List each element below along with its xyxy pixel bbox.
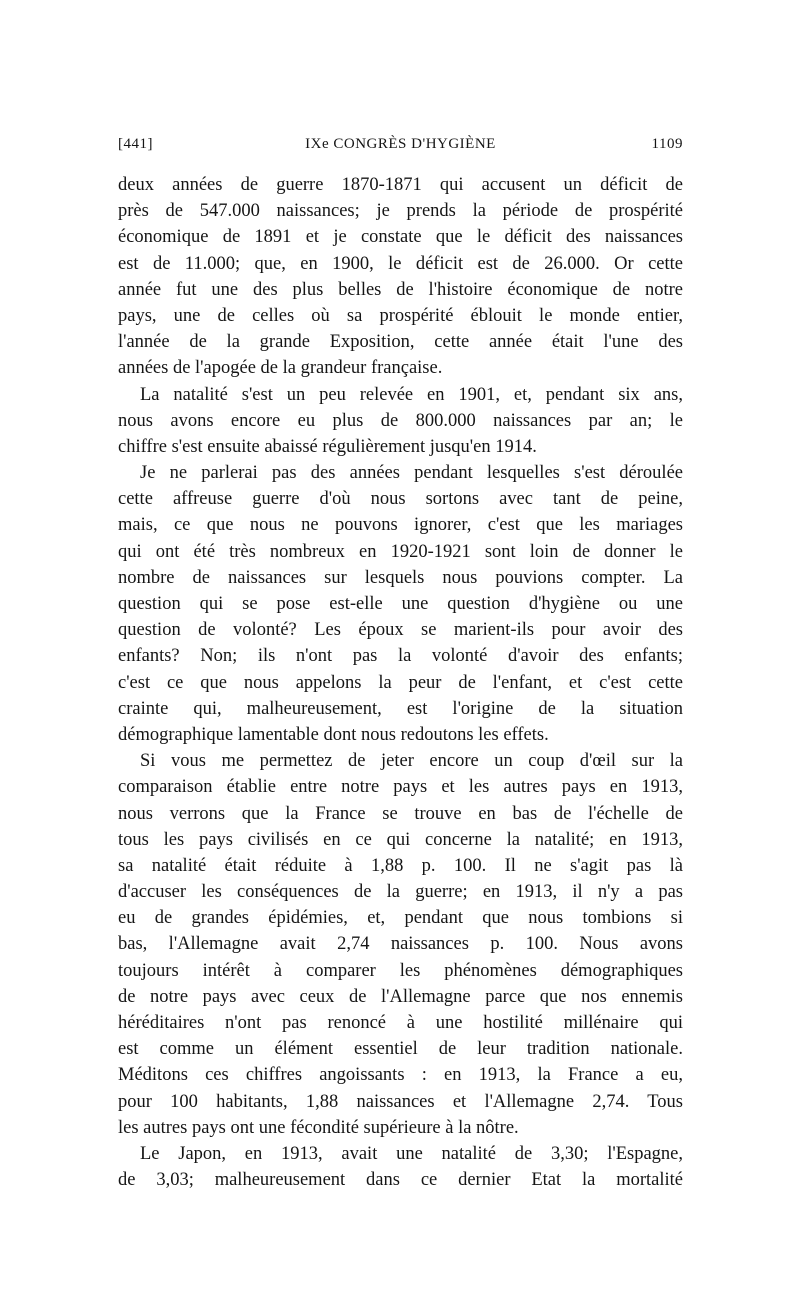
text-line: Le Japon, en 1913, avait une natalité de 3,30; l'Espagne,	[140, 1143, 683, 1164]
text-line: tous les pays civilisés en ce qui concerne la natalité; en 1913,	[118, 829, 683, 850]
page-reference: [441]	[118, 136, 153, 152]
text-line: économique de 1891 et je constate que le déficit des naissances	[118, 227, 683, 248]
text-line: pays, une de celles où sa prospérité éblouit le monde entier,	[118, 305, 683, 326]
text-line: eu de grandes épidémies, et, pendant que nous tombions si	[118, 908, 683, 929]
text-line: Méditons ces chiffres angoissants : en 1913, la France a eu,	[118, 1065, 683, 1086]
text-line: cette affreuse guerre d'où nous sortons avec tant de peine,	[118, 489, 683, 510]
text-line: démographique lamentable dont nous redoutons les effets.	[118, 724, 549, 745]
text-line: question qui se pose est-elle une question d'hygiène ou une	[118, 594, 683, 614]
text-line: qui ont été très nombreux en 1920-1921 sont loin de donner le	[118, 541, 683, 562]
text-line: question de volonté? Les époux se marient-ils pour avoir des	[118, 620, 683, 641]
text-line: héréditaires n'ont pas renoncé à une hostilité millénaire qui	[118, 1013, 683, 1033]
text-line: d'accuser les conséquences de la guerre; en 1913, il n'y a pas	[118, 882, 683, 903]
text-line: crainte qui, malheureusement, est l'origine de la situation	[118, 698, 683, 719]
text-line: sa natalité était réduite à 1,88 p. 100. Il ne s'agit pas là	[118, 855, 683, 876]
running-header	[118, 136, 683, 158]
text-line: de 3,03; malheureusement dans ce dernier Etat la mortalité	[118, 1170, 683, 1191]
text-line: chiffre s'est ensuite abaissé régulièrement jusqu'en 1914.	[118, 436, 537, 457]
text-line: deux années de guerre 1870-1871 qui accusent un déficit de	[118, 175, 683, 195]
text-line: La natalité s'est un peu relevée en 1901, et, pendant six ans,	[140, 384, 683, 405]
text-line: est comme un élément essentiel de leur tradition nationale.	[118, 1039, 683, 1060]
text-line: bas, l'Allemagne avait 2,74 naissances p. 100. Nous avons	[118, 934, 683, 955]
body-text	[118, 172, 683, 1193]
text-line: nous avons encore eu plus de 800.000 naissances par an; le	[118, 410, 683, 431]
text-line: année fut une des plus belles de l'histoire économique de notre	[118, 279, 683, 300]
text-line: enfants? Non; ils n'ont pas la volonté d'avoir des enfants;	[118, 646, 683, 667]
text-line: nombre de naissances sur lesquels nous pouvions compter. La	[118, 567, 683, 588]
text-line: pour 100 habitants, 1,88 naissances et l'Allemagne 2,74. Tous	[118, 1091, 683, 1112]
text-line: comparaison établie entre notre pays et les autres pays en 1913,	[118, 777, 683, 798]
text-line: Je ne parlerai pas des années pendant lesquelles s'est déroulée	[140, 463, 683, 484]
text-line: mais, ce que nous ne pouvons ignorer, c'est que les mariages	[118, 515, 683, 536]
text-line: est de 11.000; que, en 1900, le déficit est de 26.000. Or cette	[118, 253, 683, 274]
text-line: l'année de la grande Exposition, cette année était l'une des	[118, 332, 683, 353]
running-title: IXe CONGRÈS D'HYGIÈNE	[305, 136, 496, 152]
text-line: c'est ce que nous appelons la peur de l'enfant, et c'est cette	[118, 672, 683, 693]
page-number: 1109	[651, 136, 683, 152]
text-line: toujours intérêt à comparer les phénomènes démographiques	[118, 960, 683, 981]
text-line: nous verrons que la France se trouve en bas de l'échelle de	[118, 803, 683, 824]
text-line: près de 547.000 naissances; je prends la période de prospérité	[118, 201, 683, 222]
text-line: les autres pays ont une fécondité supérieure à la nôtre.	[118, 1117, 519, 1138]
text-line: années de l'apogée de la grandeur française.	[118, 358, 443, 379]
text-line: Si vous me permettez de jeter encore un coup d'œil sur la	[140, 751, 683, 772]
text-line: de notre pays avec ceux de l'Allemagne parce que nos ennemis	[118, 986, 683, 1007]
